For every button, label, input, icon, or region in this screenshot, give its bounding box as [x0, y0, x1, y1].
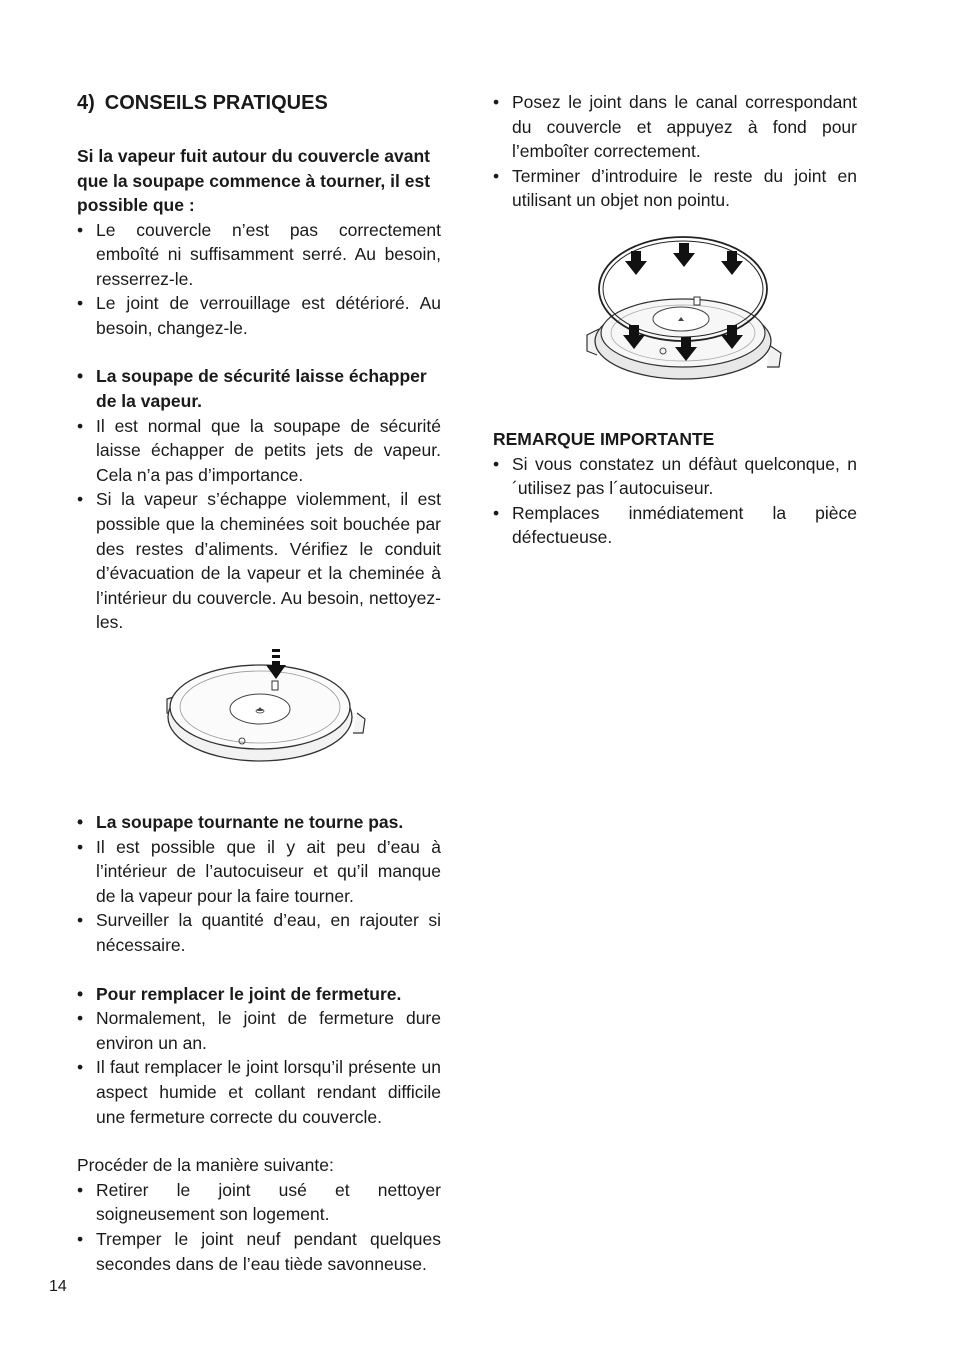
list-item: • Tremper le joint neuf pendant quelques secondes dans de l’eau tiède savonneuse.	[77, 1227, 441, 1276]
rotating-valve-list	[77, 810, 441, 958]
safety-valve-list	[77, 364, 441, 635]
section-title-text: CONSEILS PRATIQUES	[104, 92, 328, 114]
gasket-insertion-illustration	[493, 233, 857, 383]
list-item: • Il est possible que il y ait peu d’eau à l’intérieur de l’autocuiseur et qu’il manque de la vapeur pour la faire tourner.	[77, 835, 441, 909]
list-heading: • La soupape tournante ne tourne pas.	[77, 810, 441, 835]
list-heading: • La soupape de sécurité laisse échapper de la vapeur.	[77, 364, 441, 413]
list-item: • Si la vapeur s’échappe violemment, il est possible que la cheminées soit bouchée par des restes d’aliments. Vérifiez le conduit d’évacuation de la vapeur et la cheminée à l’intérieur du couvercle. Au besoin, nettoyez-les.	[77, 487, 441, 635]
intro-list	[77, 218, 441, 341]
list-item: • Il faut remplacer le joint lorsqu’il présente un aspect humide et collant rendant difficile une fermeture correcte du couvercle.	[77, 1055, 441, 1129]
list-heading: • Pour remplacer le joint de fermeture.	[77, 982, 441, 1007]
list-item: • Terminer d’introduire le reste du joint en utilisant un objet non pointu.	[493, 164, 857, 213]
procedure-list	[77, 1178, 441, 1276]
list-item: • Le joint de verrouillage est détérioré. Au besoin, changez-le.	[77, 291, 441, 340]
list-item: • Le couvercle n’est pas correctement emboîté ni suffisamment serré. Au besoin, resserrez-le.	[77, 218, 441, 292]
left-column	[77, 90, 441, 1276]
section-number: 4)	[77, 92, 95, 114]
page-number: 14	[49, 1278, 67, 1295]
lid-valve-illustration	[77, 641, 441, 776]
gasket-install-list	[493, 90, 857, 213]
list-item: • Posez le joint dans le canal correspondant du couvercle et appuyez à fond pour l’emboîter correctement.	[493, 90, 857, 164]
list-item: • Si vous constatez un défàut quelconque, n´utilisez pas l´autocuiseur.	[493, 452, 857, 501]
list-item: • Il est normal que la soupape de sécurité laisse échapper de petits jets de vapeur. Cela n’a pas d’importance.	[77, 414, 441, 488]
right-column	[493, 90, 857, 550]
list-item: • Retirer le joint usé et nettoyer soigneusement son logement.	[77, 1178, 441, 1227]
procedure-intro: Procéder de la manière suivante:	[77, 1155, 334, 1176]
gasket-replacement-list	[77, 982, 441, 1130]
remarque-list	[493, 452, 857, 550]
remarque-title: REMARQUE IMPORTANTE	[493, 428, 715, 449]
list-item: • Normalement, le joint de fermeture dure environ un an.	[77, 1006, 441, 1055]
list-item: • Remplaces inmédiatement la pièce défectueuse.	[493, 501, 857, 550]
section-title	[77, 90, 441, 116]
intro-heading: Si la vapeur fuit autour du couvercle avant que la soupape commence à tourner, il est possible que :	[77, 146, 431, 215]
list-item: • Surveiller la quantité d’eau, en rajouter si nécessaire.	[77, 908, 441, 957]
